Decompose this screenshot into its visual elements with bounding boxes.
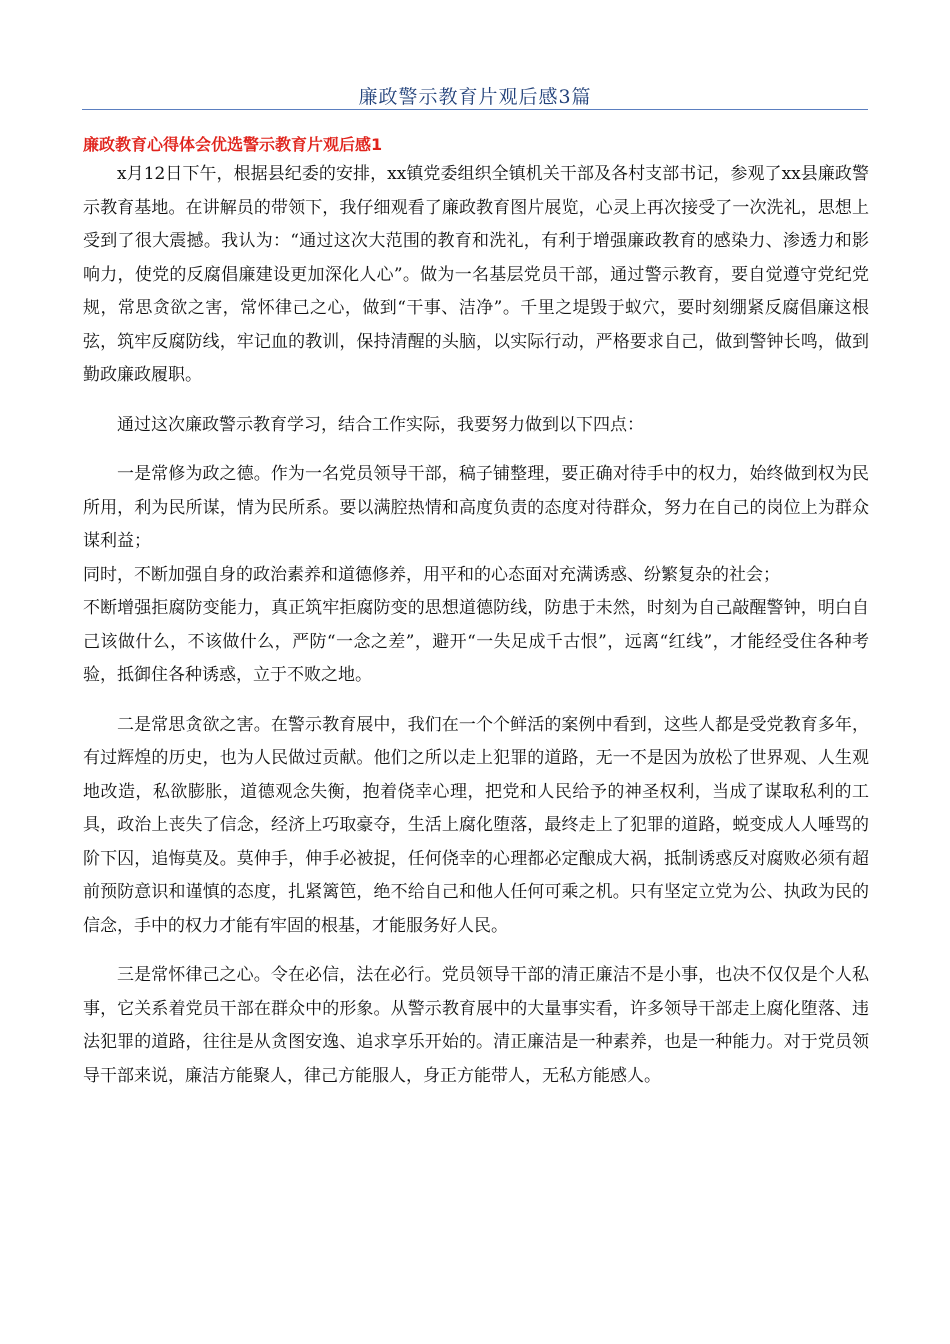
paragraph: 通过这次廉政警示教育学习，结合工作实际，我要努力做到以下四点： <box>117 414 644 435</box>
page-header-title: 廉政警示教育片观后感3篇 <box>358 86 592 108</box>
paragraph: 同时，不断加强自身的政治素养和道德修养，用平和的心态面对充满诱惑、纷繁复杂的社会； <box>83 564 780 585</box>
paragraph: 不断增强拒腐防变能力，真正筑牢拒腐防变的思想道德防线，防患于未然，时刻为自己敲醒警钟，明白自己该做什么，不该做什么，严防“一念之差”，避开“一失足成千古恨”，远离“红线”，才能经受住各种考验，抵御住各种诱惑，立于不败之地。 <box>83 598 869 685</box>
section-heading: 廉政教育心得体会优选警示教育片观后感1 <box>83 135 383 154</box>
header-divider <box>82 109 868 110</box>
paragraph: x月12日下午，根据县纪委的安排，xx镇党委组织全镇机关干部及各村支部书记，参观了xx县廉政警示教育基地。在讲解员的带领下，我仔细观看了廉政教育图片展览，心灵上再次接受了一次洗礼，思想上受到了很大震撼。我认为：“通过这次大范围的教育和洗礼，有利于增强廉政教育的感染力、渗透力和影响力，使党的反腐倡廉建设更加深化人心”。做为一名基层党员干部，通过警示教育，要自觉遵守党纪党规，常思贪欲之害，常怀律己之心，做到“干事、洁净”。千里之堤毁于蚁穴，要时刻绷紧反腐倡廉这根弦，筑牢反腐防线，牢记血的教训，保持清醒的头脑，以实际行动，严格要求自己，做到警钟长鸣，做到勤政廉政履职。 <box>83 164 869 385</box>
paragraph: 二是常思贪欲之害。在警示教育展中，我们在一个个鲜活的案例中看到，这些人都是受党教育多年，有过辉煌的历史，也为人民做过贡献。他们之所以走上犯罪的道路，无一不是因为放松了世界观、人生观地改造，私欲膨胀，道德观念失衡，抱着侥幸心理，把党和人民给予的神圣权利，当成了谋取私利的工具，政治上丧失了信念，经济上巧取豪夺，生活上腐化堕落，最终走上了犯罪的道路，蜕变成人人唾骂的阶下囚，追悔莫及。莫伸手，伸手必被捉，任何侥幸的心理都必定酿成大祸，抵制诱惑反对腐败必须有超前预防意识和谨慎的态度，扎紧篱笆，绝不给自己和他人任何可乘之机。只有坚定立党为公、执政为民的信念，手中的权力才能有牢固的根基，才能服务好人民。 <box>83 714 869 936</box>
paragraph: 三是常怀律己之心。令在必信，法在必行。党员领导干部的清正廉洁不是小事，也决不仅仅是个人私事，它关系着党员干部在群众中的形象。从警示教育展中的大量事实看，许多领导干部走上腐化堕落、违法犯罪的道路，往往是从贪图安逸、追求享乐开始的。清正廉洁是一种素养，也是一种能力。对于党员领导干部来说，廉洁方能聚人，律己方能服人，身正方能带人，无私方能感人。 <box>83 965 869 1086</box>
document-body <box>83 158 869 1093</box>
paragraph: 一是常修为政之德。作为一名党员领导干部，稿子铺整理，要正确对待手中的权力，始终做到权为民所用，利为民所谋，情为民所系。要以满腔热情和高度负责的态度对待群众，努力在自己的岗位上为群众谋利益； <box>83 464 869 551</box>
